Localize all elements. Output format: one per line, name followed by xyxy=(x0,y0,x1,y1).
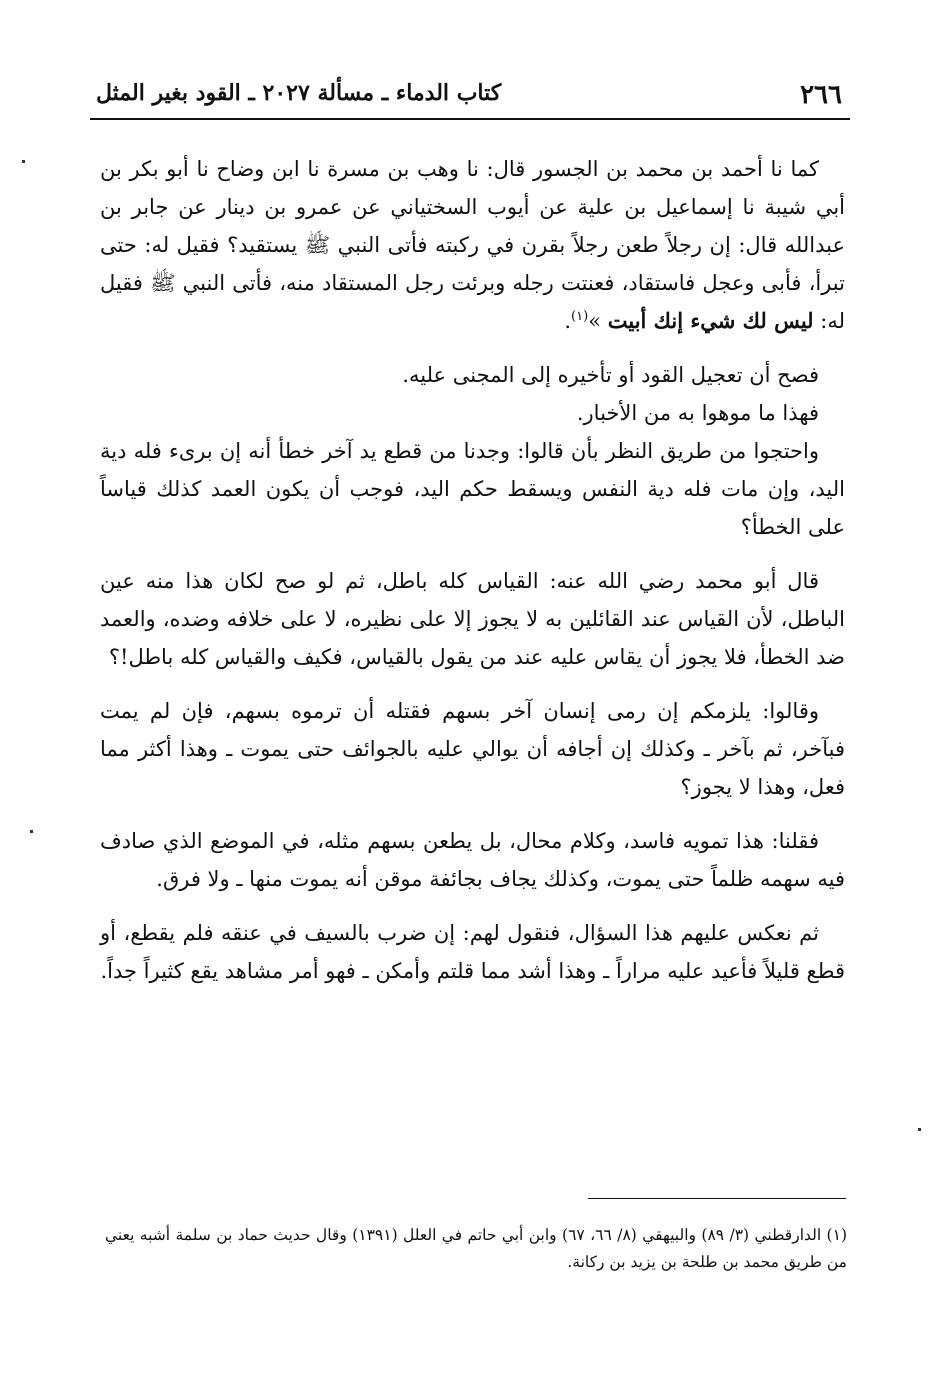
paragraph-summary: فهذا ما موهوا به من الأخبار. xyxy=(576,401,819,425)
paragraph-response: قال أبو محمد رضي الله عنه: القياس كله باطل، ثم لو صح لكان هذا منه عين الباطل، لأن القياس عند القائلين به لا يجوز إلا على نظيره، لا على خلافه وضده، والعمد ضد الخطأ، فلا يجوز أن يقاس عليه عند من يقول بالقياس، فكيف والقياس كله باطل!؟ xyxy=(100,569,845,669)
scan-speck xyxy=(918,1128,921,1131)
main-text xyxy=(100,150,845,1006)
page-number: ٢٦٦ xyxy=(800,80,842,110)
prophetic-quote: ليس لك شيء إنك أبيت xyxy=(607,308,814,333)
paragraph-argument: واحتجوا من طريق النظر بأن قالوا: وجدنا من قطع يد آخر خطأ أنه إن برىء فله دية اليد، وإن مات فله دية النفس ويسقط حكم اليد، فوجب أن يكون العمد كذلك قياساً على الخطأ؟ xyxy=(100,439,845,539)
sentence-end: . xyxy=(564,309,572,333)
paragraph-hadith xyxy=(100,150,845,340)
footnote-divider xyxy=(588,1198,846,1199)
paragraph-conclusion: فصح أن تعجيل القود أو تأخيره إلى المجنى عليه. xyxy=(402,363,819,387)
running-title: كتاب الدماء ـ مسألة ٢٠٢٧ ـ القود بغير المثل xyxy=(96,80,502,106)
page-header xyxy=(90,78,850,120)
quote-close-mark: » xyxy=(588,309,602,333)
paragraph-reply: فقلنا: هذا تمويه فاسد، وكلام محال، بل يطعن بسهم مثله، في الموضع الذي صادف فيه سهمه ظلماً حتى يموت، وكذلك يجاف بجائفة موقن أنه يموت منها ـ ولا فرق. xyxy=(100,829,845,891)
paragraph-objection: وقالوا: يلزمكم إن رمى إنسان آخر بسهم فقتله أن ترموه بسهم، فإن لم يمت فبآخر، ثم بآخر ـ وكذلك إن أجافه أن يوالي عليه بالجوائف حتى يموت ـ وهذا أكثر مما فعل، وهذا لا يجوز؟ xyxy=(100,699,845,799)
scan-speck xyxy=(22,160,25,163)
scan-speck xyxy=(30,830,33,833)
paragraph-text: كما نا أحمد بن محمد بن الجسور قال: نا وهب بن مسرة نا ابن وضاح نا أبو بكر بن أبي شيبة نا إسماعيل بن علية عن أيوب السختياني عن عمرو بن دينار عن جابر بن عبدالله قال: إن رجلاً طعن رجلاً بقرن في ركبته فأتى النبي ﷺ يستقيد؟ فقيل له: حتى تبرأ، فأبى وعجل فاستقاد، فعنتت رجله وبرئت رجل المستقاد منه، فأتى النبي ﷺ فقيل له: xyxy=(100,157,845,333)
paragraph-counter: ثم نعكس عليهم هذا السؤال، فنقول لهم: إن ضرب بالسيف في عنقه فلم يقطع، أو قطع قليلاً فأعيد عليه مراراً ـ وهذا أشد مما قلتم وأمكن ـ فهو أمر مشاهد يقع كثيراً جداً. xyxy=(100,921,845,983)
footnote-reference: (١) xyxy=(571,309,589,324)
footnote: (١) الدارقطني (٣/ ٨٩) والبيهقي (٨/ ٦٦، ٦٧) وابن أبي حاتم في العلل (١٣٩١) وقال حديث حماد بن سلمة أشبه يعني من طريق محمد بن طلحة بن يزيد بن ركانة. xyxy=(105,1226,847,1271)
